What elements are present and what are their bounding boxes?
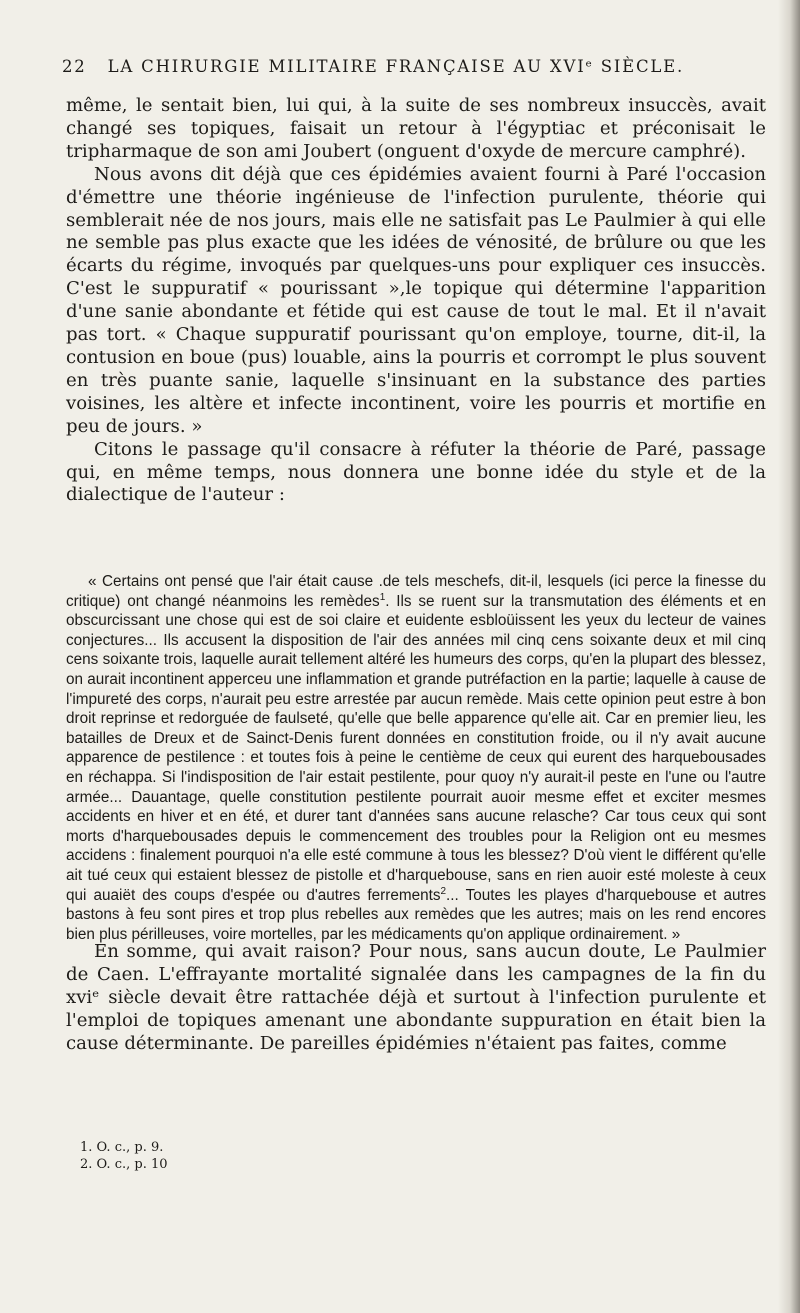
footnote-ref: 2 <box>440 885 447 897</box>
footnote: 1. O. c., p. 9. <box>80 1140 164 1155</box>
page-edge-shadow <box>778 0 800 1313</box>
footnote-ref: 1 <box>379 591 386 603</box>
footnotes <box>80 1139 380 1173</box>
paragraph: Citons le passage qu'il consacre à réfuter la théorie de Paré, passage qui, en même temps, nous donnera une bonne idée du style et de la dialectique de l'auteur : <box>66 438 766 506</box>
page-number: 22 <box>62 57 87 76</box>
quote-text: . Ils se ruent sur la transmutation des éléments et en obscurcissant une chose qui est de soi claire et euidente esbloüissent les yeux du lecteur de vaines conjectures... Ils accusent la disposition de l'air des années mil cinq cens soixante deux et mil cinq cens soixante trois, laquelle aurait tellement altéré les humeurs des corps, qu'en la plupart des blessez, on aurait incontinent apperceu une inflammation et grande putréfaction en la partie; laquelle à cause de l'impureté des corps, n'aurait peu estre arrestée par aucun remède. Mais cette opinion peut estre à bon droit reprinse et redorguée de faulseté, qu'elle que belle apparence qu'elle ait. Car en premier lieu, les batailles de Dreux et de Sainct-Denis furent données en constitution froide, ou il n'y avait aucune apparence de pestilence : et toutes fois à peine le centième de ceux qui eurent des harquebousades en réchappa. Si l'indisposition de l'air estait pestilente, pour quoy n'y aurait-il peste en l'une ou l'autre armée... Dauantage, quelle constitution pestilente pourrait auoir mesme effet et exciter mesmes accidents en hiver et en été, et durer tant d'années sans aucune relasche? Car tous ceux qui sont morts d'harquebousades depuis le commencement des troubles pour la Religion ont eu mesmes accidens : finalement pourquoi n'a elle esté commune à tous les blessez? D'où vient le différent qu'elle ait tué ceux qui estaient blessez de pistolle et d'harquebouse, sans en rien auoir esté moleste à ceux qui auaiët des coups d'espée ou d'autres ferrements <box>66 592 766 904</box>
quote-text: « Certains ont pensé que l'air était cause .de tels meschefs, dit-il, lesquels (ici perce la finesse du critique) ont changé néanmoins les remèdes <box>66 573 766 610</box>
quote-text: ... Toutes les playes d'harquebouse et autres bastons à feu sont pires et trop plus rebelles aux remèdes que les autres; mais on les rend encores bien plus périlleuses, voire mortelles, par les médicaments qu'on applique ordinairement. » <box>66 886 766 943</box>
block-quote <box>66 572 766 944</box>
main-text <box>66 95 766 507</box>
running-title: LA CHIRURGIE MILITAIRE FRANÇAISE AU XVIᵉ SIÈCLE. <box>107 57 685 76</box>
closing-paragraph: En somme, qui avait raison? Pour nous, sans aucun doute, Le Paulmier de Caen. L'effrayante mortalité signalée dans les campagnes de la fin du xviᵉ siècle devait être rattachée déjà et surtout à l'infection purulente et l'emploi de topiques amenant une abondante suppuration en était bien la cause déterminante. De pareilles épidémies n'étaient pas faites, comme <box>66 941 766 1054</box>
footnote: 2. O. c., p. 10 <box>80 1157 168 1172</box>
paragraph: même, le sentait bien, lui qui, à la suite de ses nombreux insuccès, avait changé ses topiques, faisait un retour à l'égyptiac et préconisait le tripharmaque de son ami Joubert (onguent d'oxyde de mercure camphré). <box>66 95 766 162</box>
paragraph: Nous avons dit déjà que ces épidémies avaient fourni à Paré l'occasion d'émettre une théorie ingénieuse de l'infection purulente, théorie qui semblerait née de nos jours, mais elle ne satisfait pas Le Paulmier à qui elle ne semble pas plus exacte que les idées de vénosité, de brûlure ou que les écarts du régime, invoqués par quelques-uns pour expliquer ces insuccès. C'est le suppuratif « pourissant »,le topique qui détermine l'apparition d'une sanie abondante et fétide qui est cause de tout le mal. Et il n'avait pas tort. « Chaque suppuratif pourissant qu'on employe, tourne, dit-il, la contusion en boue (pus) louable, ains la pourris et corrompt le plus souvent en très puante sanie, laquelle s'insinuant en la substance des parties voisines, les altère et infecte incontinent, voire les pourris et mortifie en peu de jours. » <box>66 163 766 437</box>
running-header <box>62 57 762 76</box>
